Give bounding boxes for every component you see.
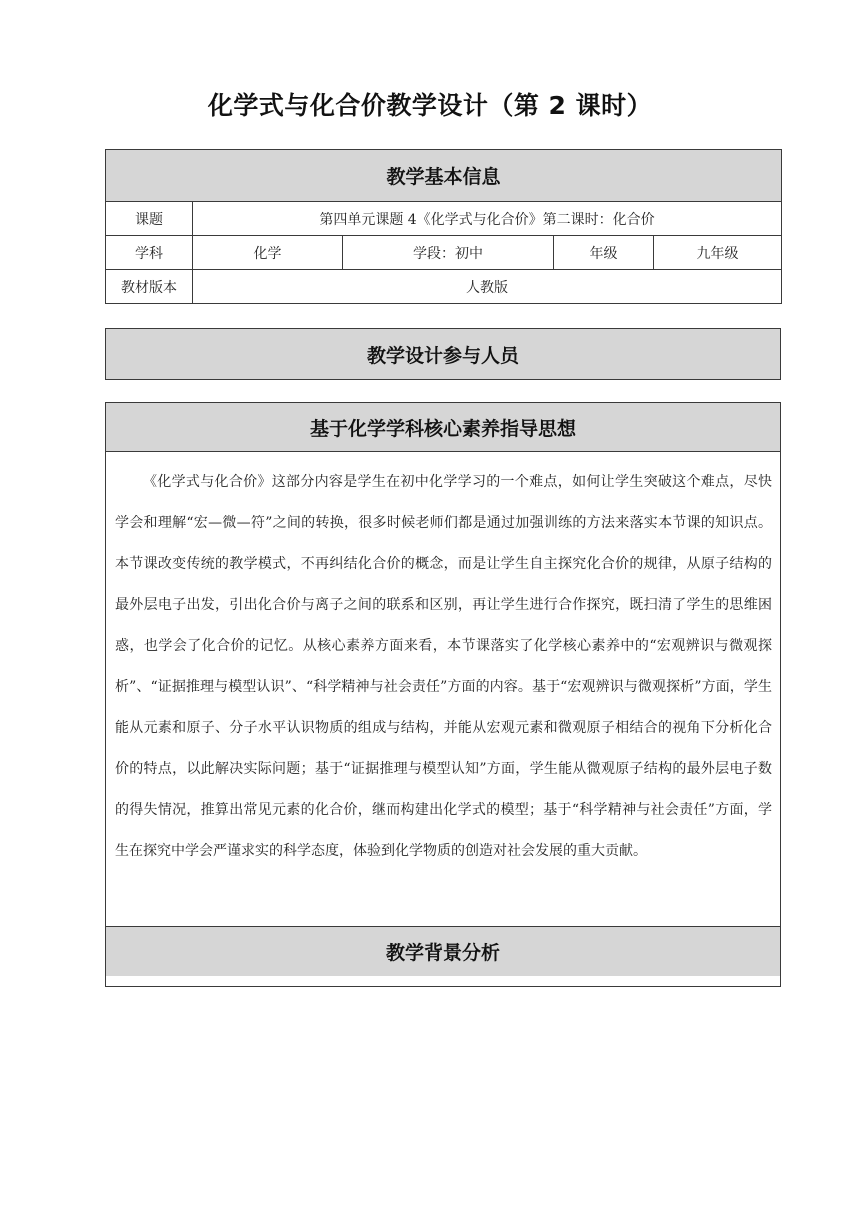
stage-value: 学段：初中 <box>343 236 554 270</box>
guiding-ideas-heading: 基于化学学科核心素养指导思想 <box>106 403 780 452</box>
subject-value: 化学 <box>193 236 343 270</box>
topic-label: 课题 <box>106 202 193 236</box>
basic-info-heading: 教学基本信息 <box>106 150 782 202</box>
topic-value: 第四单元课题 4《化学式与化合价》第二课时：化合价 <box>193 202 782 236</box>
background-heading: 教学背景分析 <box>106 926 780 976</box>
page-title: 化学式与化合价教学设计（第 2 课时） <box>207 91 653 120</box>
edition-label: 教材版本 <box>106 270 193 304</box>
grade-value: 九年级 <box>654 236 782 270</box>
edition-value: 人教版 <box>193 270 782 304</box>
participants-heading: 教学设计参与人员 <box>106 329 780 379</box>
guiding-ideas-section <box>105 402 781 987</box>
basic-info-table <box>105 149 782 304</box>
grade-label: 年级 <box>554 236 654 270</box>
subject-label: 学科 <box>106 236 193 270</box>
guiding-ideas-paragraph: 《化学式与化合价》这部分内容是学生在初中化学学习的一个难点，如何让学生突破这个难点，尽快学会和理解“宏—微—符”之间的转换，很多时候老师们都是通过加强训练的方法来落实本节课的知识点。本节课改变传统的教学模式，不再纠结化合价的概念，而是让学生自主探究化合价的规律，从原子结构的最外层电子出发，引出化合价与离子之间的联系和区别，再让学生进行合作探究，既扫清了学生的思维困惑，也学会了化合价的记忆。从核心素养方面来看，本节课落实了化学核心素养中的“宏观辨识与微观探析”、“证据推理与模型认识”、“科学精神与社会责任”方面的内容。基于“宏观辨识与微观探析”方面，学生能从元素和原子、分子水平认识物质的组成与结构，并能从宏观元素和微观原子相结合的视角下分析化合价的特点，以此解决实际问题；基于“证据推理与模型认知”方面，学生能从微观原子结构的最外层电子数的得失情况，推算出常见元素的化合价，继而构建出化学式的模型；基于“科学精神与社会责任”方面，学生在探究中学会严谨求实的科学态度，体验到化学物质的创造对社会发展的重大贡献。 <box>115 474 772 859</box>
participants-section <box>105 328 781 380</box>
